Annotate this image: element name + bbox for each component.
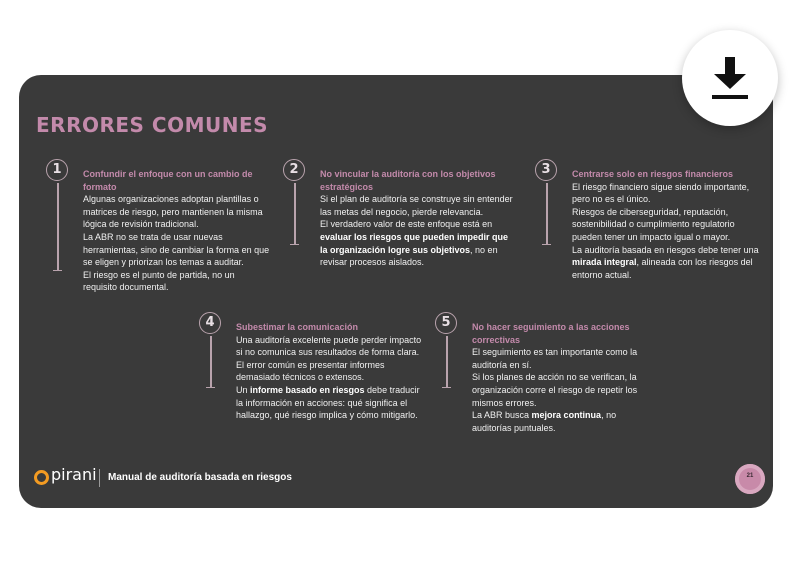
number-badge-3: 3 [535,159,557,181]
item-text-3 [572,168,762,281]
item-connector-line [210,336,212,388]
error-item-4 [199,312,429,432]
item-heading-3: Centrarse solo en riesgos financieros [572,169,734,179]
item-paragraph: El riesgo financiero sigue siendo importante, pero no es el único. [572,181,750,205]
item-heading-1: Confundir el enfoque con un cambio de formato [83,169,253,192]
item-text-4 [236,321,424,422]
item-paragraph: Si el plan de auditoría se construye sin entender las metas del negocio, pierde relevancia. [320,194,513,217]
item-paragraph: Una auditoría excelente puede perder impacto si no comunica sus resultados de forma clara. [236,334,422,358]
item-text-1 [83,168,271,294]
slide-card [19,75,773,508]
error-item-5 [435,312,670,437]
error-item-3 [535,159,765,279]
item-paragraph: La ABR no se trata de usar nuevas herramientas, sino de cambiar la forma en que se eligen y priorizan los temas a auditar. [83,231,270,268]
item-connector-line [57,183,59,271]
page-number-badge [735,464,765,494]
item-heading-5: No hacer seguimiento a las acciones correctivas [472,322,630,345]
download-icon [708,55,752,103]
pirani-logo-mark-icon [34,470,49,485]
item-connector-line [546,183,548,245]
error-item-2 [283,159,513,279]
item-paragraph: El riesgo es el punto de partida, no un requisito documental. [83,269,235,293]
footer-divider [99,469,100,487]
number-badge-2: 2 [283,159,305,181]
page-number: 21 [746,473,754,479]
download-button[interactable] [682,30,778,126]
item-text-5 [472,321,642,434]
item-paragraph: El error común es presentar informes demasiado técnicos o extensos. [236,359,385,383]
item-paragraph-2: El verdadero valor de este enfoque está en evaluar los riesgos que pueden impedir que la organización logre sus objetivos, no en revisar procesos aislados. [320,219,509,268]
item-paragraph: Si los planes de acción no se verifican, la organización corre el riesgo de repetir los mismos errores. [472,372,638,408]
number-badge-5: 5 [435,312,457,334]
number-badge-1: 1 [46,159,68,181]
item-heading-2: No vincular la auditoría con los objetivos estratégicos [320,169,496,192]
item-connector-line [446,336,448,388]
error-item-1 [46,159,271,293]
item-paragraph-3: Un informe basado en riesgos debe traducir la información en acciones: qué significa el hallazgo, qué riesgo implica y cómo mitigarlo. [236,384,420,421]
item-paragraph-3: La auditoría basada en riesgos debe tener una mirada integral, alineada con los riesgos del entorno actual. [572,244,759,280]
item-heading-4: Subestimar la comunicación [236,322,359,332]
slide-title: ERRORES COMUNES [36,113,269,137]
item-paragraph: El seguimiento es tan importante como la auditoría en sí. [472,347,638,370]
item-connector-line [294,183,296,245]
manual-title: Manual de auditoría basada en riesgos [108,472,292,483]
item-paragraph: Algunas organizaciones adoptan plantillas o matrices de riesgo, pero mantienen la misma lógica de revisión tradicional. [83,194,263,230]
brand-name: pirani [51,465,97,484]
item-paragraph-3: La ABR busca mejora continua, no auditorías puntuales. [472,410,617,433]
number-badge-4: 4 [199,312,221,334]
item-text-2 [320,168,513,269]
item-paragraph: Riesgos de ciberseguridad, reputación, sostenibilidad o cumplimiento regulatorio pueden tener un impacto igual o mayor. [572,206,735,242]
